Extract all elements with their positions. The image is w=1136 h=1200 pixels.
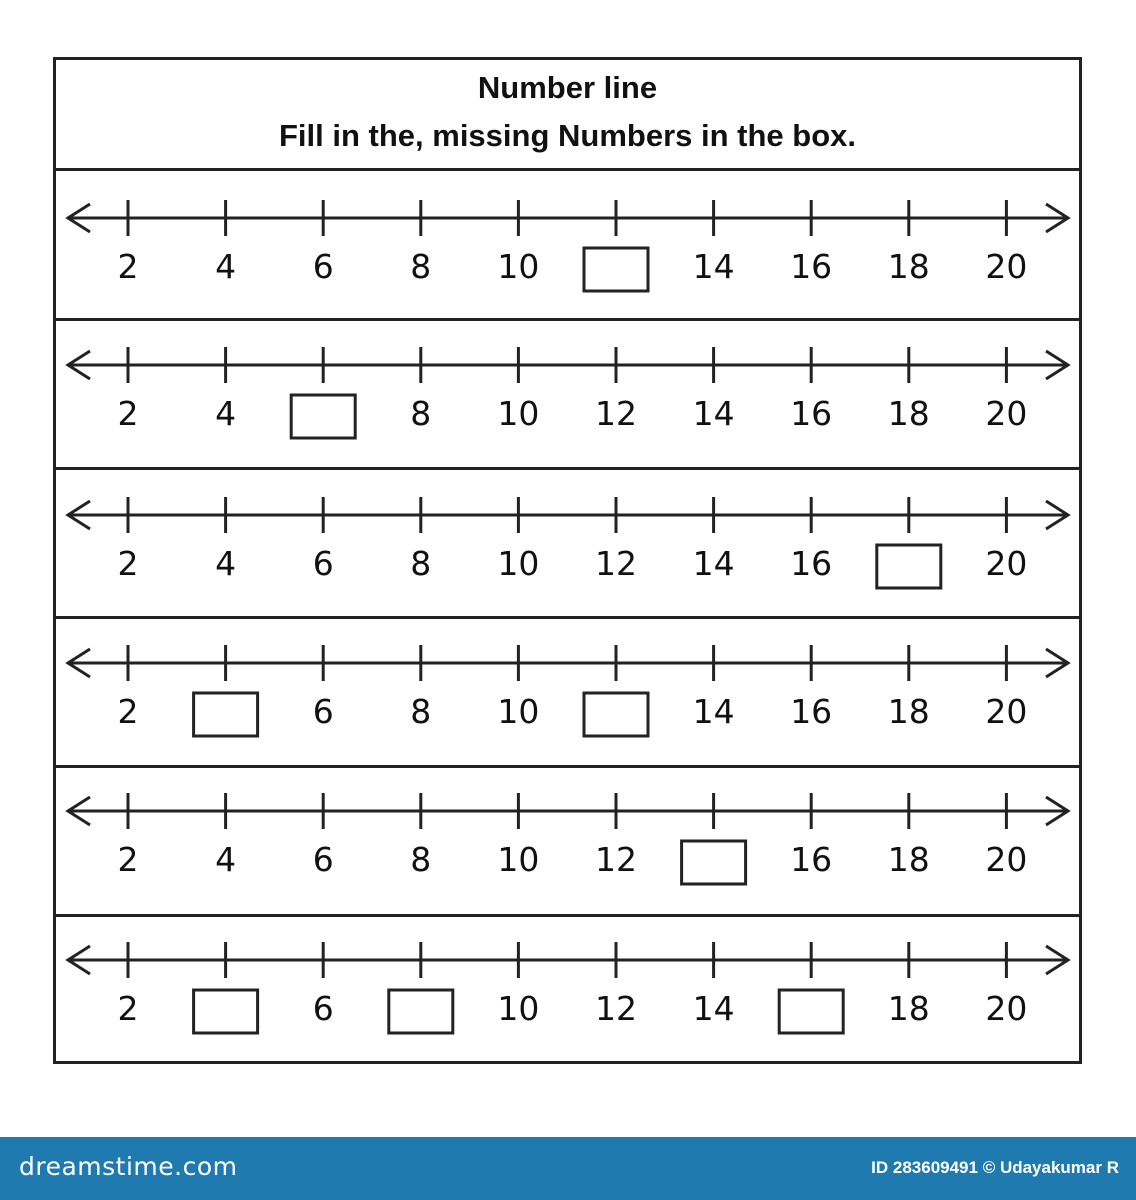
tick-label: 8 <box>410 394 432 433</box>
tick-label: 10 <box>497 840 540 879</box>
tick-label: 4 <box>215 394 237 433</box>
tick-label: 10 <box>497 247 540 286</box>
tick-label: 6 <box>312 692 334 731</box>
image-credit: ID 283609491 © Udayakumar R <box>871 1158 1119 1177</box>
answer-box[interactable] <box>682 841 746 884</box>
answer-box[interactable] <box>584 248 648 291</box>
tick-label: 18 <box>887 840 930 879</box>
tick-label: 14 <box>692 692 735 731</box>
tick-label: 10 <box>497 544 540 583</box>
tick-label: 20 <box>985 989 1028 1028</box>
tick-label: 14 <box>692 989 735 1028</box>
tick-label: 16 <box>790 692 833 731</box>
tick-label: 20 <box>985 247 1028 286</box>
tick-label: 12 <box>595 840 637 879</box>
tick-label: 12 <box>595 989 637 1028</box>
tick-label: 16 <box>790 247 833 286</box>
tick-label: 2 <box>117 394 139 433</box>
tick-label: 2 <box>117 692 139 731</box>
worksheet-instructions: Fill in the, missing Numbers in the box. <box>278 118 856 153</box>
tick-label: 6 <box>312 989 334 1028</box>
answer-box[interactable] <box>779 990 843 1033</box>
footer-bar <box>0 1137 1136 1200</box>
worksheet-title: Number line <box>477 70 658 105</box>
tick-label: 20 <box>985 692 1028 731</box>
tick-label: 8 <box>410 544 432 583</box>
answer-box[interactable] <box>877 545 941 588</box>
tick-label: 10 <box>497 989 540 1028</box>
tick-label: 16 <box>790 544 833 583</box>
tick-label: 4 <box>215 544 237 583</box>
tick-label: 10 <box>497 394 540 433</box>
tick-label: 18 <box>887 989 930 1028</box>
tick-label: 16 <box>790 840 833 879</box>
tick-label: 2 <box>117 544 139 583</box>
tick-label: 6 <box>312 544 334 583</box>
tick-label: 8 <box>410 840 432 879</box>
answer-box[interactable] <box>389 990 453 1033</box>
answer-box[interactable] <box>584 693 648 736</box>
answer-box[interactable] <box>194 990 258 1033</box>
tick-label: 18 <box>887 692 930 731</box>
tick-label: 6 <box>312 840 334 879</box>
tick-label: 14 <box>692 544 735 583</box>
tick-label: 12 <box>595 394 637 433</box>
tick-label: 10 <box>497 692 540 731</box>
tick-label: 2 <box>117 247 139 286</box>
answer-box[interactable] <box>291 395 355 438</box>
tick-label: 18 <box>887 394 930 433</box>
tick-label: 16 <box>790 394 833 433</box>
tick-label: 12 <box>595 544 637 583</box>
tick-label: 20 <box>985 394 1028 433</box>
tick-label: 14 <box>692 247 735 286</box>
tick-label: 20 <box>985 840 1028 879</box>
answer-box[interactable] <box>194 693 258 736</box>
tick-label: 8 <box>410 247 432 286</box>
tick-label: 6 <box>312 247 334 286</box>
tick-label: 4 <box>215 840 237 879</box>
tick-label: 4 <box>215 247 237 286</box>
tick-label: 2 <box>117 840 139 879</box>
tick-label: 20 <box>985 544 1028 583</box>
tick-label: 18 <box>887 247 930 286</box>
tick-label: 14 <box>692 394 735 433</box>
tick-label: 2 <box>117 989 139 1028</box>
tick-label: 8 <box>410 692 432 731</box>
brand-logo[interactable]: dreamstime.com <box>19 1152 238 1181</box>
